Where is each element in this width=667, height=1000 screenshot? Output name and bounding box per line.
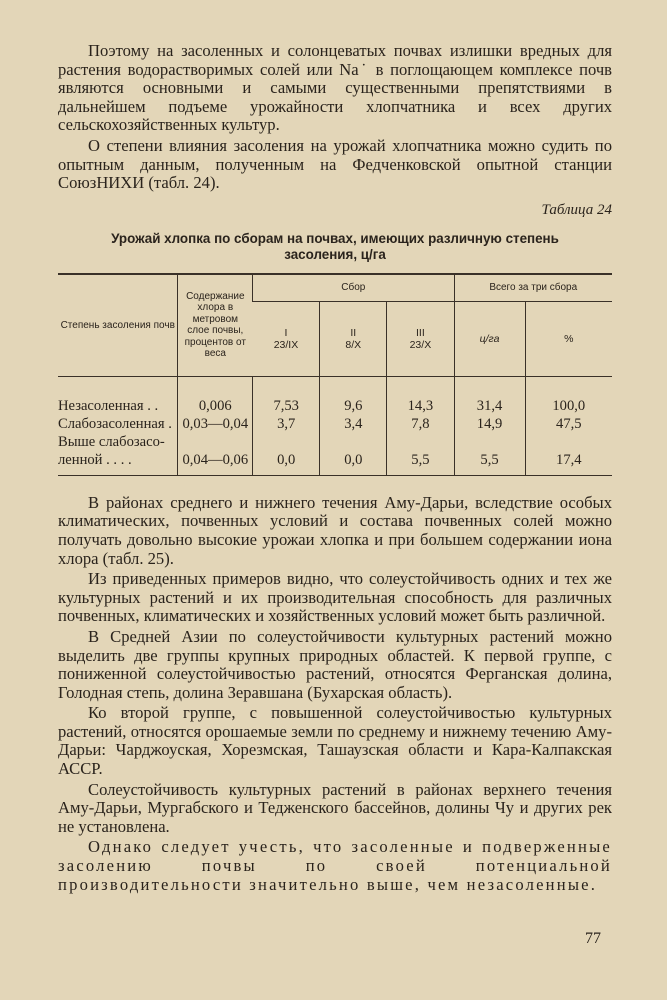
cell-total-cga: 31,4 [454,376,525,415]
header-degree: Степень засоления почв [58,274,178,377]
paragraph-1: Поэтому на засоленных и солонцеватых почвах излишки вредных для растения водорастворимых солей или Na˙ в поглощающем комплексе почв являются основными и самыми существенными препятствиями в дальнейшем подъеме урожайности хлопчатника и всех других сельскохозяйственных культур. [58,41,612,135]
header-harvest-3-num: III [416,326,425,339]
cell-total-cga: 14,9 [454,415,525,433]
paragraph-2: О степени влияния засоления на урожай хлопчатника можно судить по опытным данным, полученным на Федченковской опытной станции СоюзНИХИ (табл. 24). [58,135,612,193]
header-harvest-3-date: 23/X [409,338,432,351]
table-row [58,376,612,415]
cell-harvest-2: 0,0 [320,451,387,476]
cell-total-pct: 17,4 [525,451,612,476]
cell-degree: ленной . . . . [58,451,178,476]
header-harvest-2-num: II [350,326,357,339]
paragraph-6: Ко второй группе, с повышенной солеустойчивостью культурных растений, относятся орошаемые земли по среднему и нижнему течению Аму-Дарьи: Чарджоуская, Хорезмская, Ташаузская области и Кара-Калпакская АССР. [58,703,612,779]
header-total: Всего за три сбора [454,274,612,302]
table-row [58,415,612,433]
table-number-label: Таблица 24 [541,201,612,218]
cell-total-cga: 5,5 [454,451,525,476]
paragraph-7: Солеустойчивость культурных растений в районах верхнего течения Аму-Дарьи, Мургабского и Тедженского бассейнов, долины Чу и других рек не установлена. [58,779,612,836]
cell-harvest-1: 0,0 [253,451,320,476]
paragraph-5: В Средней Азии по солеустойчивости культурных растений можно выделить две группы крупных природных областей. К первой группе, с пониженной солеустойчивостью растений, относятся Ферганская долина, Голодная степь, долина Зеравшана (Бухарская область). [58,626,612,702]
header-harvest-1-date: 23/IX [273,338,299,351]
header-total-cga: ц/га [454,301,525,376]
cell-chlorine: 0,04—0,06 [178,451,253,476]
cell-harvest-1: 7,53 [253,376,320,415]
page-number: 77 [585,930,601,947]
cell-harvest-2: 9,6 [320,376,387,415]
table-header-row-1 [58,274,612,302]
cell-chlorine: 0,03—0,04 [178,415,253,433]
header-chlorine: Содержание хлора в метровом слое почвы, процентов от веса [178,274,253,377]
cell-harvest-3: 5,5 [387,451,454,476]
yield-table-wrapper [58,273,612,476]
cell-harvest-2: 3,4 [320,415,387,433]
cell-harvest-1: 3,7 [253,415,320,433]
cell-total-pct: 47,5 [525,415,612,433]
cell-total-pct: 100,0 [525,376,612,415]
cell-chlorine: 0,006 [178,376,253,415]
header-harvest-3 [387,301,454,376]
yield-table [58,273,612,476]
cell-degree: Выше слабозасо- [58,433,165,450]
cell-degree: Незасоленная . . [58,397,159,414]
header-harvest-2-date: 8/X [345,338,362,351]
header-harvest-2 [320,301,387,376]
table-row [58,433,612,451]
header-harvest: Сбор [253,274,454,302]
table-title: Урожай хлопка по сборам на почвах, имеющих различную степень засоления, ц/га [111,230,559,262]
cell-degree: Слабозасоленная . [58,415,172,432]
cell-harvest-3: 7,8 [387,415,454,433]
paragraph-3: В районах среднего и нижнего течения Аму-Дарьи, вследствие особых климатических, почвенных условий и состава почвенных солей можно получать довольно высокие урожаи хлопка и при большем содержании иона хлора (табл. 25). [58,492,612,568]
header-harvest-1-num: I [284,326,288,339]
cell-harvest-3: 14,3 [387,376,454,415]
header-total-pct: % [525,301,612,376]
header-harvest-1 [253,301,320,376]
paragraph-4: Из приведенных примеров видно, что солеустойчивость одних и тех же культурных растений и их производительная способность для различных почвенных, климатических и хозяйственных условий может быть различной. [58,569,612,626]
paragraph-8: Однако следует учесть, что засоленные и подверженные засолению почвы по своей потенциальной производительности значительно выше, чем незасоленные. [58,837,612,894]
table-row [58,451,612,476]
